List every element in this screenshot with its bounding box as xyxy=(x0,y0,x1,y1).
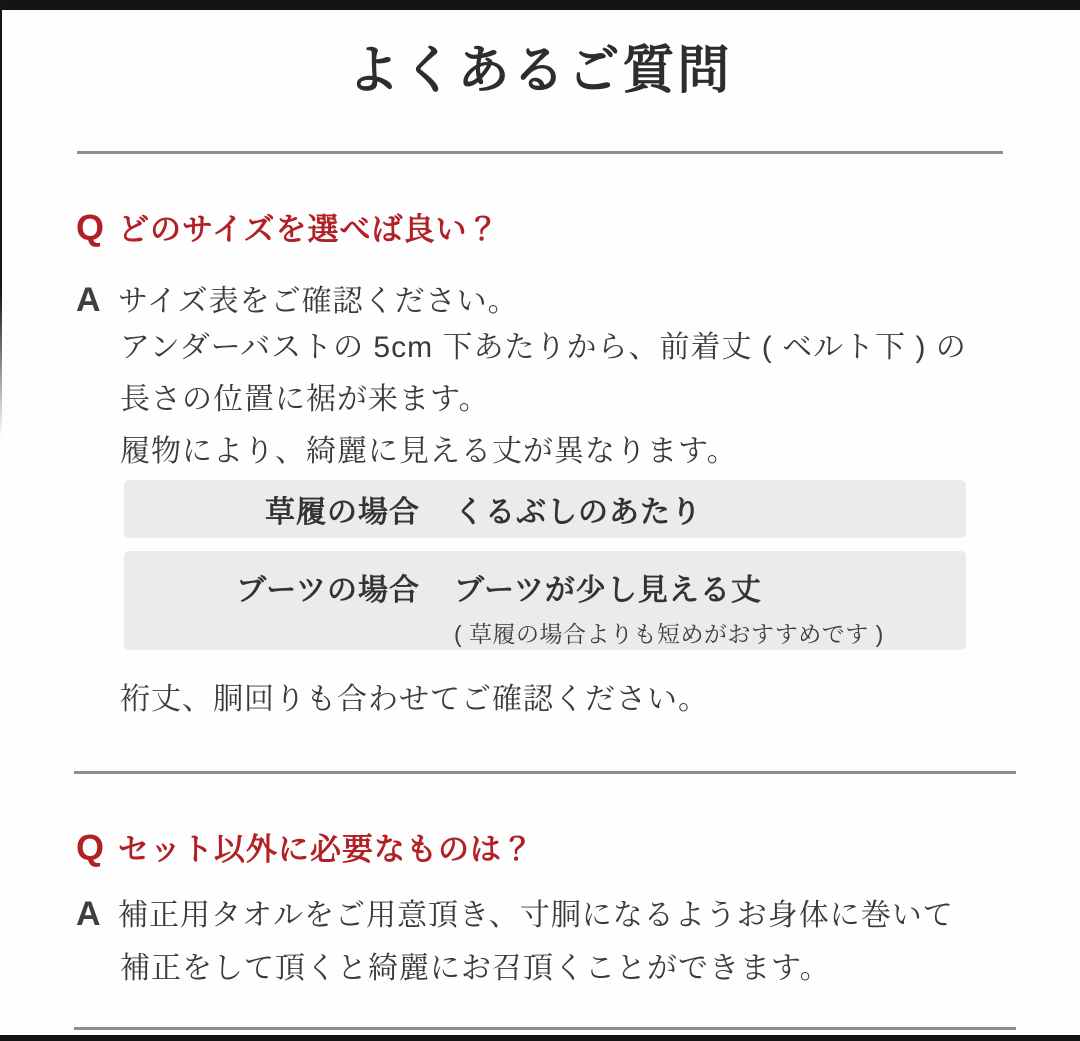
answer-line: 長さの位置に裾が来ます。 xyxy=(120,383,490,416)
size-guide-length-value: くるぶしのあたり xyxy=(454,496,702,529)
section-divider-bottom xyxy=(74,1027,1016,1030)
question-mark-label: Q xyxy=(76,827,105,868)
answer-line: アンダーバストの 5cm 下あたりから、前着丈 ( ベルト下 ) の xyxy=(120,331,967,364)
answer-line: 補正をして頂くと綺麗にお召頂くことができます。 xyxy=(120,952,831,985)
size-guide-case-label: 草履の場合 xyxy=(265,496,420,529)
answer-mark-label: A xyxy=(76,895,101,933)
answer-paragraph xyxy=(120,330,967,486)
size-guide-row-boots xyxy=(124,551,966,650)
section-divider-top xyxy=(77,151,1003,154)
answer-closing-text: 裄丈、胴回りも合わせてご確認ください。 xyxy=(120,683,709,716)
answer-mark-label: A xyxy=(76,281,101,319)
section-divider-middle xyxy=(74,771,1016,774)
top-letterbox-bar xyxy=(0,0,1080,10)
answer-row xyxy=(76,276,519,320)
size-guide-entry xyxy=(124,565,966,609)
size-guide-case-label: ブーツの場合 xyxy=(236,574,420,607)
answer-line: 履物により、綺麗に見える丈が異なります。 xyxy=(120,435,738,468)
question-row xyxy=(76,204,500,249)
size-guide-entry xyxy=(124,487,702,531)
answer-intro-text: サイズ表をご確認ください。 xyxy=(118,285,519,318)
size-guide-note: ( 草履の場合よりも短めがおすすめです ) xyxy=(454,621,884,647)
left-edge-shadow xyxy=(0,0,2,1041)
question-row xyxy=(76,824,534,869)
answer-line: 補正用タオルをご用意頂き、寸胴になるようお身体に巻いて xyxy=(118,899,954,932)
question-text: セット以外に必要なものは？ xyxy=(118,832,534,867)
question-mark-label: Q xyxy=(76,207,105,248)
size-guide-length-value: ブーツが少し見える丈 xyxy=(454,574,762,607)
answer-row xyxy=(76,890,954,934)
bottom-letterbox-bar xyxy=(0,1035,1080,1041)
question-text: どのサイズを選べば良い？ xyxy=(118,212,500,247)
page-title: よくあるご質問 xyxy=(347,42,733,100)
size-guide-row-zori xyxy=(124,480,966,538)
